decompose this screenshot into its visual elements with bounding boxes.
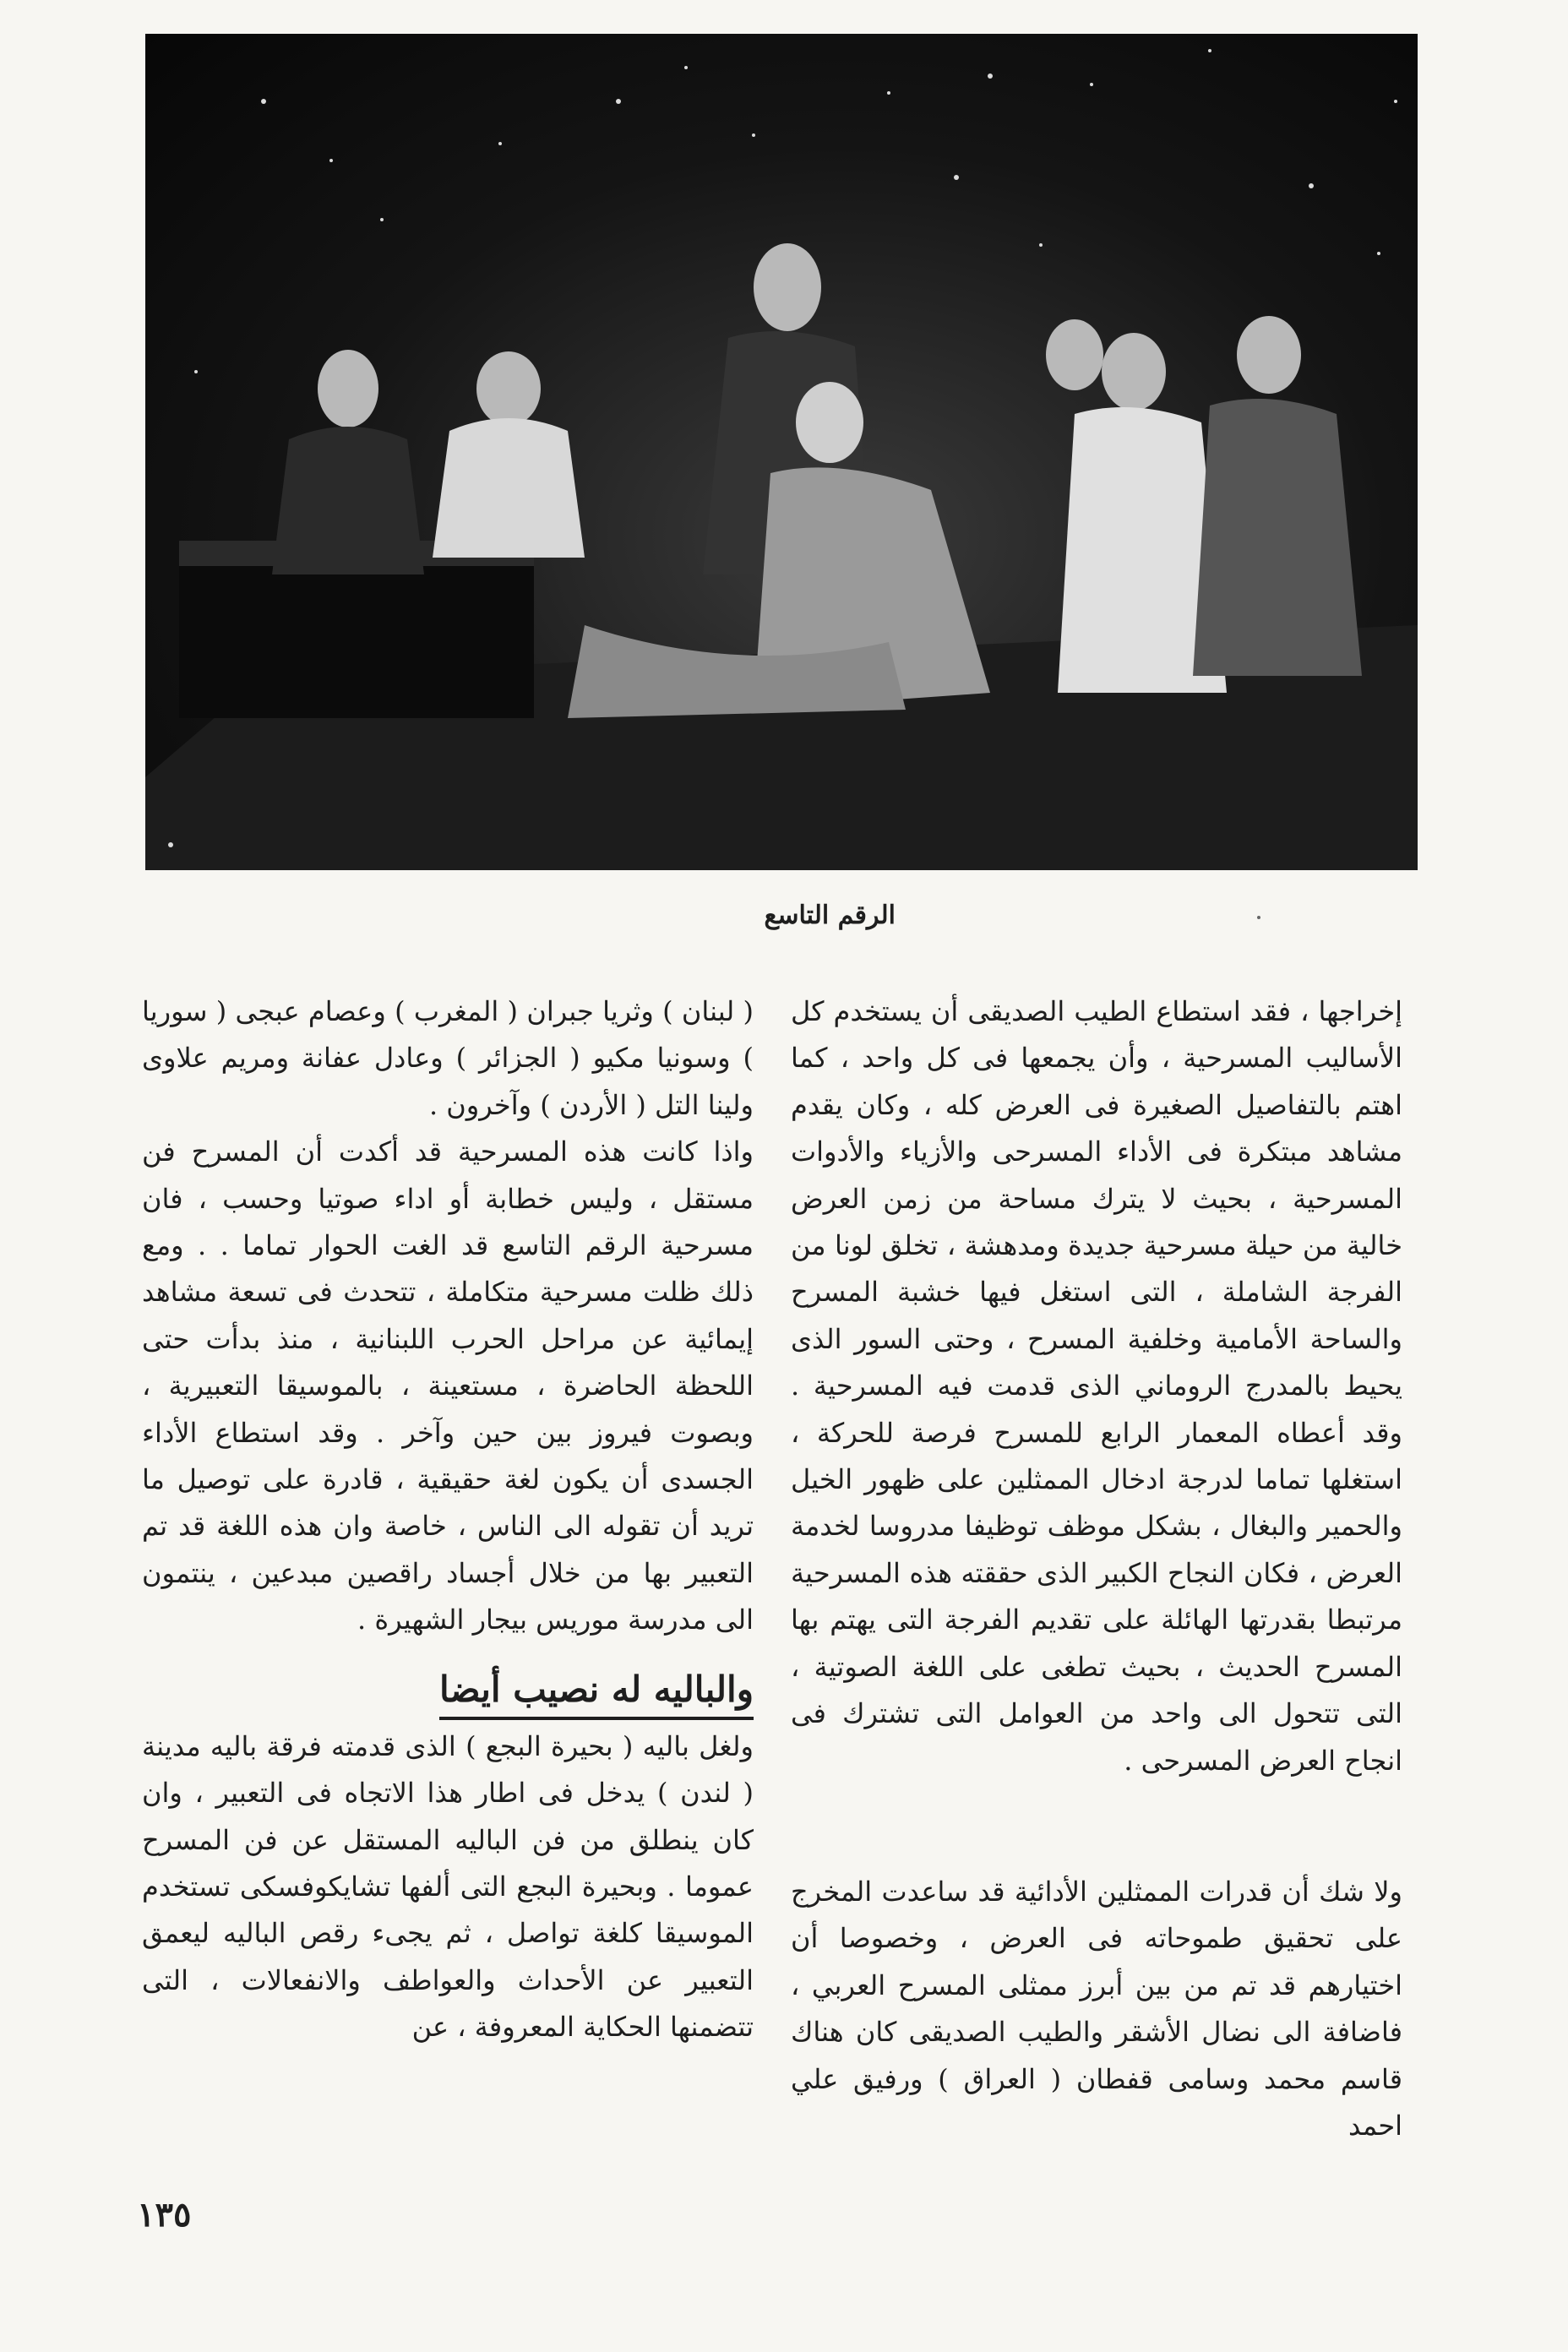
photo-caption: الرقم التاسع	[764, 901, 896, 930]
paragraph: ( لبنان ) وثريا جبران ( المغرب ) وعصام عبجى ( سوريا ) وسونيا مكيو ( الجزائر ) وعادل عفانة ومريم علاوى ولينا التل ( الأردن ) وآخرون .	[142, 995, 754, 1121]
paragraph: ولا شك أن قدرات الممثلين الأدائية قد ساعدت المخرج على تحقيق طموحاته فى العرض ، وخصوصا أن اختيارهم قد تم من بين أبرز ممثلى المسرح العربي ، فاضافة الى نضال الأشقر والطيب الصديقى كان هناك قاسم محمد وسامى قفطان ( العراق ) ورفيق علي احمد	[791, 1875, 1403, 2142]
page-number: ١٣٥	[137, 2195, 192, 2235]
performer-head	[1046, 319, 1103, 390]
piano	[179, 558, 534, 718]
paragraph: ولغل باليه ( بحيرة البجع ) الذى قدمته فرقة باليه مدينة ( لندن ) يدخل فى اطار هذا الاتجاه فى التعبير ، وان كان ينطلق من فن الباليه المستقل عن فن المسرح عموما . وبحيرة البجع التى ألفها تشايكوفسكى تستخدم الموسيقا كلغة تواصل ، ثم يجىء رقص الباليه ليعمق التعبير عن الأحداث والعواطف والانفعالات ، التى تتضمنها الحكاية المعروفة ، عن	[142, 1729, 754, 2044]
performer-head	[796, 382, 863, 463]
performer-head	[1102, 333, 1166, 411]
section-heading-text: والباليه له نصيب أيضا	[439, 1669, 754, 1720]
performer-head	[318, 350, 378, 427]
performer-body	[1193, 399, 1362, 676]
stage-photo	[145, 34, 1418, 870]
paragraph: إخراجها ، فقد استطاع الطيب الصديقى أن يستخدم كل الأساليب المسرحية ، وأن يجمعها فى كل واحد ، كما اهتم بالتفاصيل الصغيرة فى العرض كله ، وكان يقدم مشاهد مبتكرة فى الأداء المسرحى والأزياء والأدوات المسرحية ، بحيث لا يترك مساحة من زمن العرض خالية من حيلة مسرحية جديدة ومدهشة ، تخلق لونا من الفرجة الشاملة ، التى استغل فيها خشبة المسرح والساحة الأمامية وخلفية المسرح ، وحتى السور الذى يحيط بالمدرج الروماني الذى قدمت فيه المسرحية . وقد أعطاه المعمار الرابع للمسرح فرصة للحركة ، استغلها تماما لدرجة ادخال الممثلين على ظهور الخيل والحمير والبغال ، بشكل موظف توظيفا مدروسا لخدمة العرض ، فكان النجاح الكبير الذى حققته هذه المسرحية مرتبطا بقدرتها الهائلة على تقديم الفرجة التى يهتم بها المسرح الحديث ، بحيث تطغى على اللغة الصوتية ، التى تتحول الى واحد من العوامل التى تشترك فى انجاح العرض المسرحى .	[791, 995, 1402, 1777]
article-column-right	[791, 988, 1402, 2149]
paragraph: واذا كانت هذه المسرحية قد أكدت أن المسرح فن مستقل ، وليس خطابة أو اداء صوتيا وحسب ، فان مسرحية الرقم التاسع قد الغت الحوار تماما . . ومع ذلك ظلت مسرحية متكاملة ، تتحدث فى تسعة مشاهد إيمائية عن مراحل الحرب اللبنانية ، منذ بدأت حتى اللحظة الحاضرة ، مستعينة ، بالموسيقا التعبيرية ، وبصوت فيروز بين حين وآخر . وقد استطاع الأداء الجسدى أن يكون لغة حقيقية ، قادرة على توصيل ما تريد أن تقوله الى الناس ، خاصة وان هذه اللغة قد تم التعبير بها من خلال أجساد راقصين مبدعين ، ينتمون الى مدرسة موريس بيجار الشهيرة .	[142, 1135, 754, 1636]
article-column-left	[142, 988, 754, 2051]
stray-dot	[1257, 916, 1260, 919]
performer-head	[1237, 316, 1301, 394]
performer-body	[433, 418, 585, 558]
paragraph-gap	[791, 1784, 1402, 1869]
stage-photo-drawing	[145, 34, 1418, 870]
performer-body	[272, 427, 424, 574]
section-heading	[142, 1664, 754, 1715]
performer-head	[754, 243, 821, 331]
performer-head	[476, 351, 541, 426]
